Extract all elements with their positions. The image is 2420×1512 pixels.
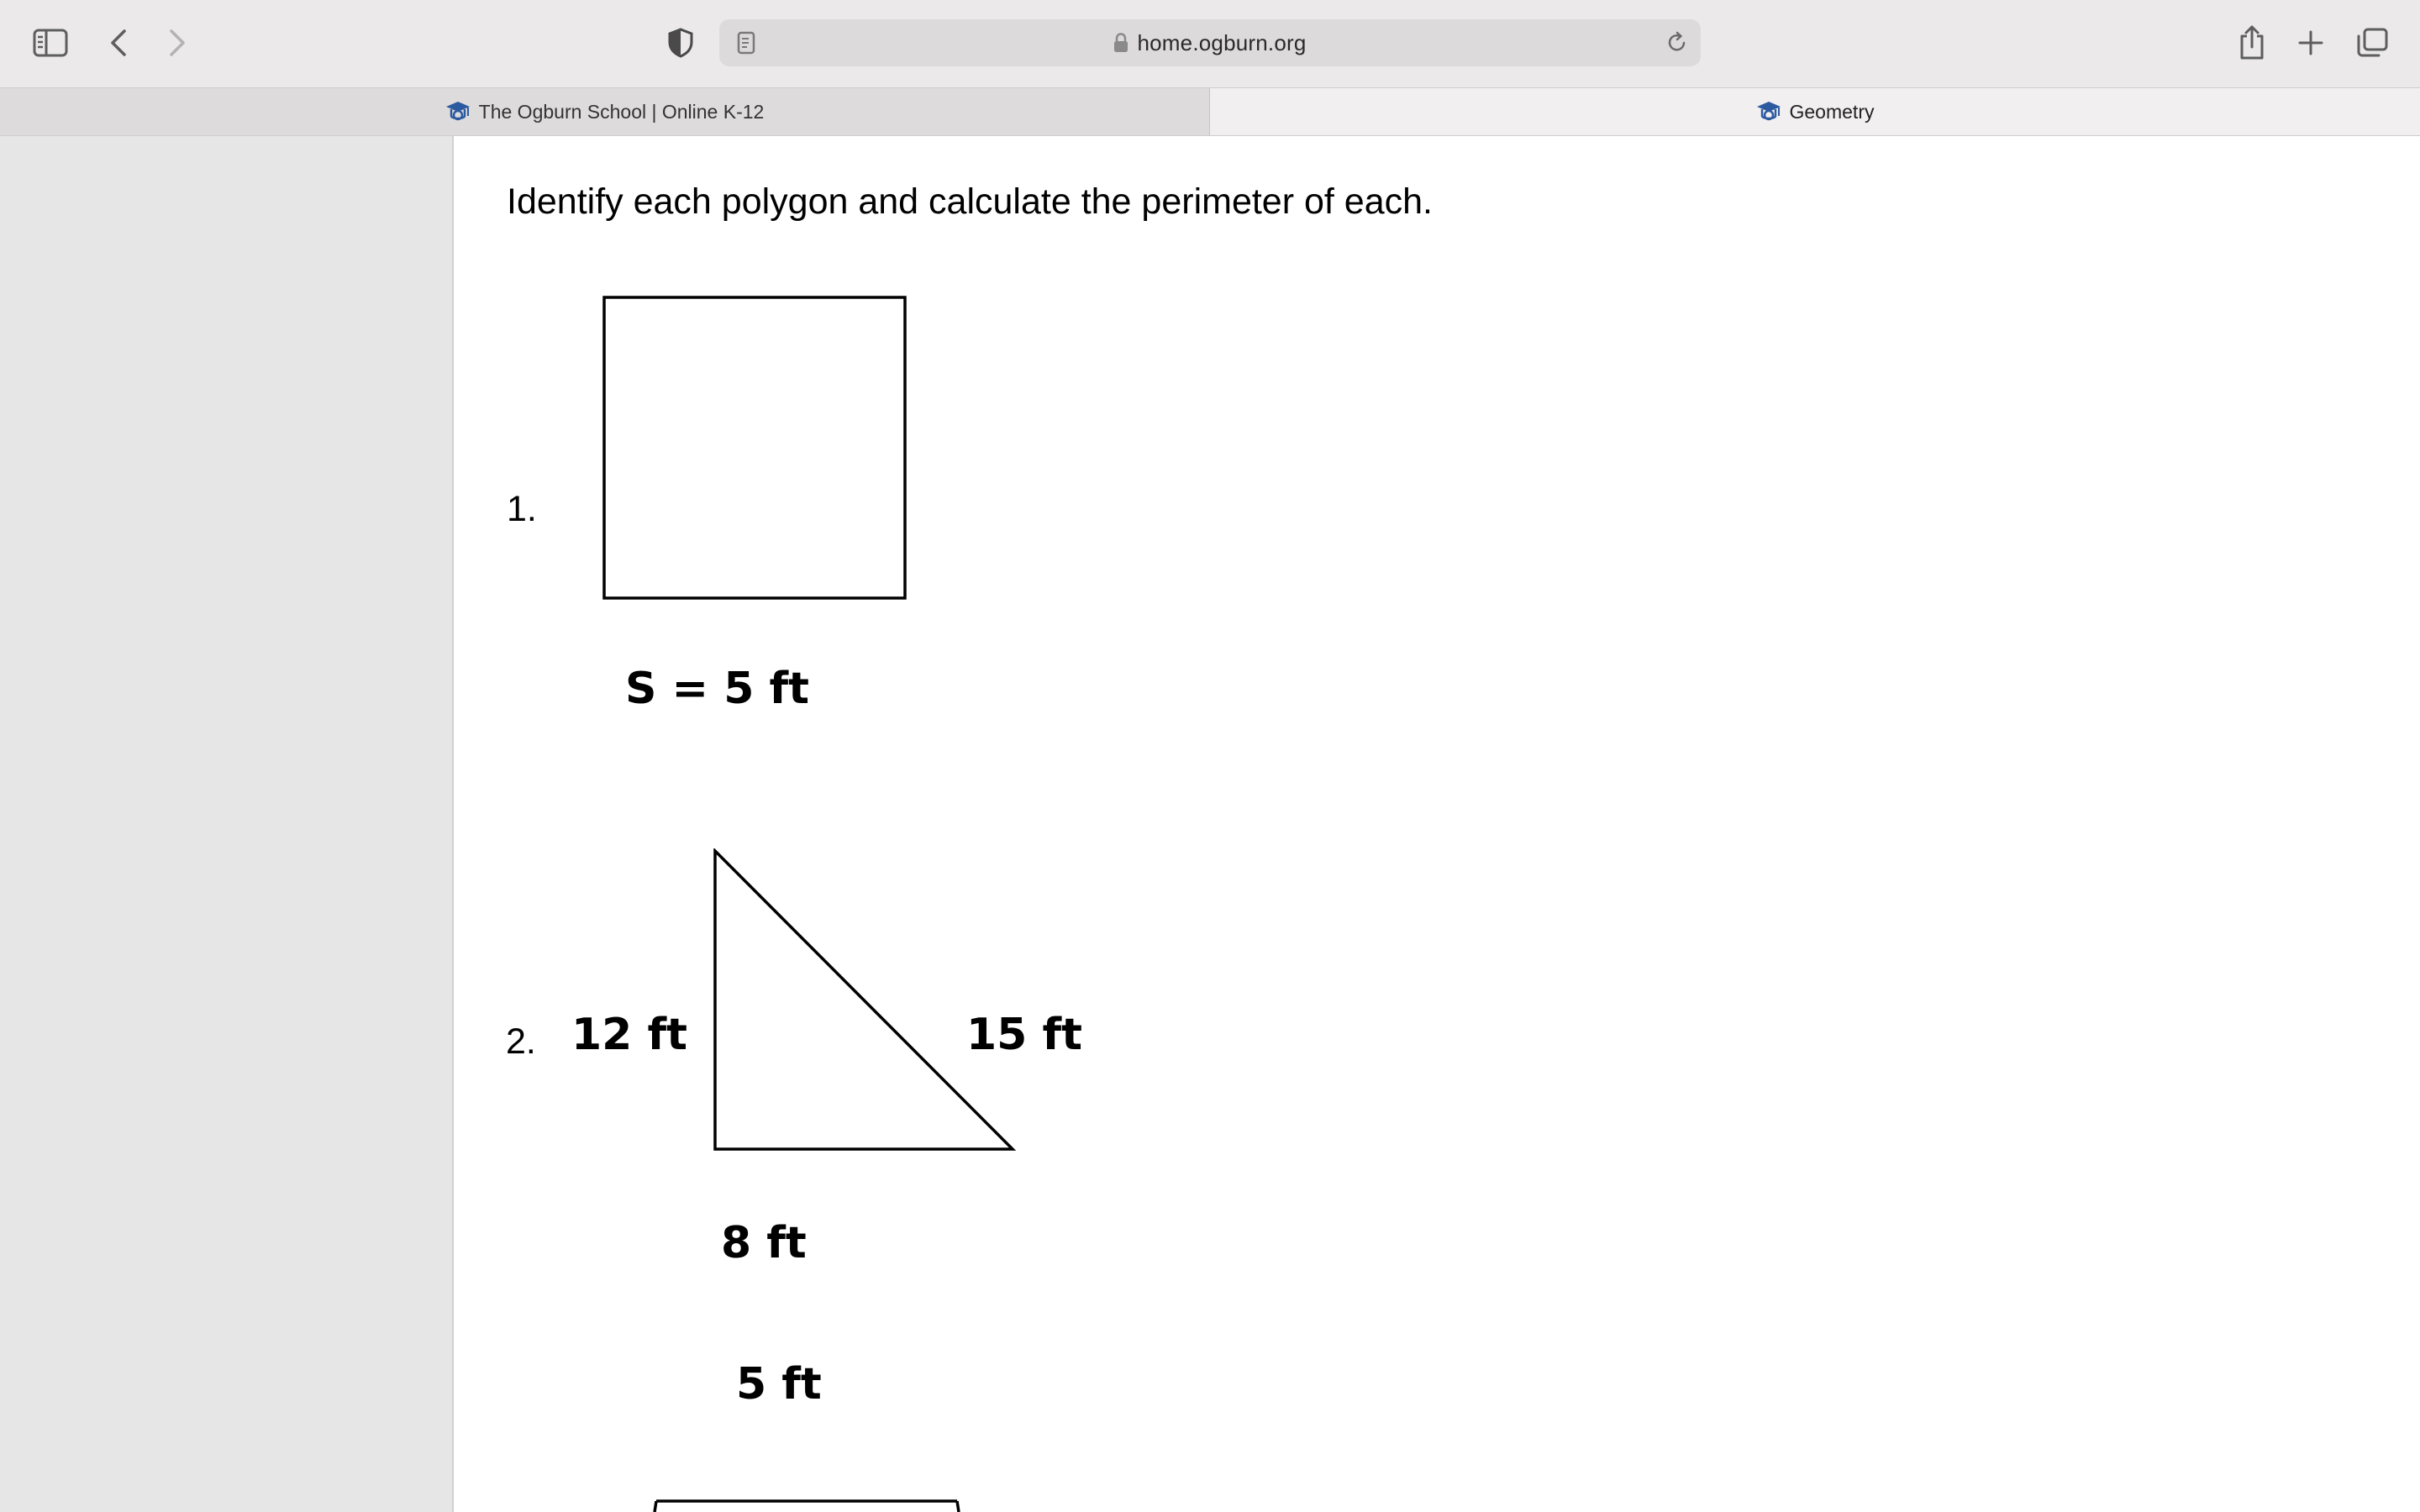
base-length-label: 8 ft xyxy=(721,1218,807,1268)
address-display xyxy=(719,19,1701,66)
tab-overview-icon xyxy=(2356,28,2388,58)
url-text: home.ogburn.org xyxy=(1137,29,1307,55)
sidebar-toggle-button[interactable] xyxy=(30,25,71,60)
reload-button[interactable] xyxy=(1664,29,1691,56)
tab-label: Geometry xyxy=(1789,100,1875,123)
leg-length-label: 12 ft xyxy=(571,1010,687,1060)
pdf-sidebar-panel xyxy=(0,136,454,1512)
square-figure xyxy=(602,296,908,601)
share-icon xyxy=(2238,24,2265,60)
top-base-length-label: 5 ft xyxy=(736,1359,822,1410)
tab-overview-button[interactable] xyxy=(2353,25,2391,60)
privacy-report-button[interactable] xyxy=(664,25,697,60)
sidebar-icon xyxy=(33,29,68,57)
lock-icon xyxy=(1113,33,1128,53)
worksheet-instructions: Identify each polygon and calculate the perimeter of each. xyxy=(507,181,1433,222)
hypotenuse-length-label: 15 ft xyxy=(966,1010,1082,1060)
new-tab-icon xyxy=(2297,29,2324,56)
tab-geometry[interactable] xyxy=(1210,88,2420,135)
trapezoid-figure xyxy=(653,1499,964,1512)
back-icon xyxy=(109,29,128,57)
share-button[interactable] xyxy=(2235,22,2269,62)
privacy-shield-icon xyxy=(667,28,694,58)
graduation-cap-favicon-icon xyxy=(445,99,471,124)
forward-button[interactable] xyxy=(163,25,192,60)
side-length-label: S = 5 ft xyxy=(625,664,809,714)
browser-toolbar xyxy=(0,0,2420,87)
problem-number: 2. xyxy=(506,1021,536,1062)
forward-icon xyxy=(168,29,187,57)
tab-bar xyxy=(0,87,2420,136)
new-tab-button[interactable] xyxy=(2294,25,2328,60)
problem-number: 1. xyxy=(507,489,537,529)
right-triangle-figure xyxy=(712,848,1018,1154)
worksheet-page xyxy=(455,136,2420,1512)
address-bar[interactable] xyxy=(719,19,1701,66)
graduation-cap-favicon-icon xyxy=(1756,99,1781,124)
tab-ogburn-school[interactable] xyxy=(0,88,1210,135)
back-button[interactable] xyxy=(104,25,133,60)
reload-icon xyxy=(1666,31,1688,55)
tab-label: The Ogburn School | Online K-12 xyxy=(478,100,765,123)
